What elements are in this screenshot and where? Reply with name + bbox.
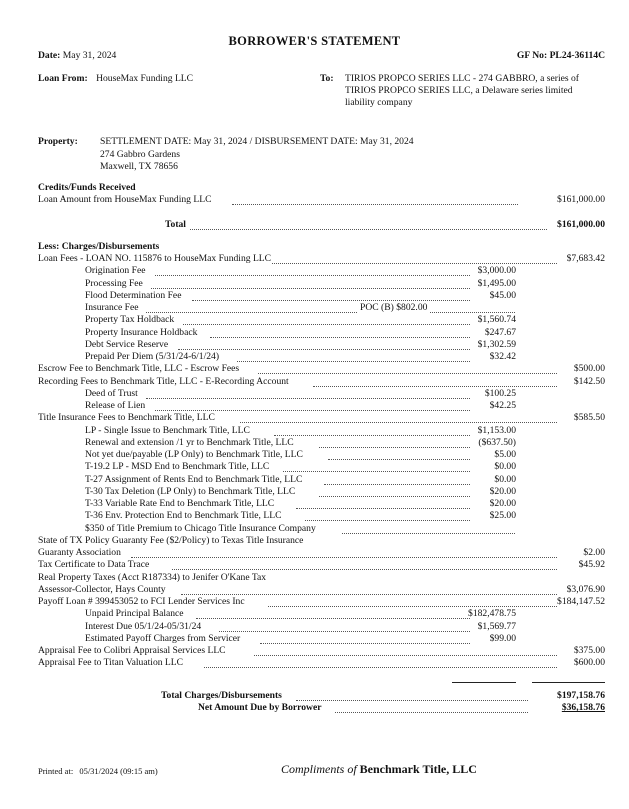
page-title: BORROWER'S STATEMENT: [228, 34, 401, 48]
charge-main-amount: $500.00: [573, 363, 605, 375]
credit-loan-label: Loan Amount from HouseMax Funding LLC: [38, 194, 212, 205]
charge-label: Deed of Trust: [85, 387, 138, 399]
credits-heading: Credits/Funds Received: [38, 182, 136, 193]
leader-dots: [342, 533, 515, 534]
sub-rule: [452, 682, 516, 683]
leader-dots: [181, 594, 557, 595]
charge-label: State of TX Policy Guaranty Fee ($2/Policy) to Texas Title Insurance: [38, 534, 304, 546]
leader-dots: [196, 618, 470, 619]
charge-sub-amount: $1,560.74: [477, 314, 516, 326]
leader-dots: [319, 447, 470, 448]
charge-label: Debt Service Reserve: [85, 338, 169, 350]
credits-total-amount: $161,000.00: [557, 219, 605, 230]
leader-dots: [240, 422, 557, 423]
charge-label: T-27 Assignment of Rents End to Benchmark Title, LLC: [85, 473, 303, 485]
main-rule: [532, 682, 605, 683]
charge-sub-amount: $0.00: [494, 473, 516, 485]
leader-dots: [305, 520, 470, 521]
leader-dots: [328, 459, 470, 460]
charge-label: Recording Fees to Benchmark Title, LLC - E-Recording Account: [38, 375, 289, 387]
leader-dots: [296, 508, 470, 509]
charge-sub-amount: $42.25: [489, 400, 516, 411]
net-due-amount: $36,158.76: [561, 702, 605, 713]
leader-dots: [190, 229, 547, 230]
charge-label: Real Property Taxes (Acct R187334) to Jenifer O'Kane Tax: [38, 571, 267, 583]
leader-dots: [274, 435, 470, 436]
leader-dots: [155, 410, 470, 411]
property-label: Property:: [38, 136, 78, 147]
charge-label: Assessor-Collector, Hays County: [38, 583, 166, 595]
printed-at: [38, 766, 158, 776]
charge-label: Flood Determination Fee: [85, 289, 182, 301]
leader-dots: [146, 312, 515, 313]
gf-value: PL24-36114C: [549, 50, 605, 61]
leader-dots: [151, 288, 470, 289]
leader-dots: [210, 337, 470, 338]
charge-main-amount: $2.00: [583, 547, 605, 558]
charge-sub-amount: $100.25: [484, 387, 516, 399]
net-due-label: Net Amount Due by Borrower: [198, 702, 322, 713]
charge-label: T-30 Tax Deletion (LP Only) to Benchmark Title, LLC: [85, 485, 296, 497]
date-line: [38, 50, 116, 61]
leader-dots: [268, 606, 558, 607]
charge-sub-amount: $1,495.00: [477, 277, 516, 289]
charge-sub-amount: $5.00: [494, 449, 516, 460]
total-charges-label: Total Charges/Disbursements: [161, 690, 282, 701]
leader-dots: [172, 569, 557, 570]
to-block: [345, 73, 579, 109]
leader-dots: [183, 324, 470, 325]
property-block: [100, 136, 414, 174]
charge-label: Tax Certificate to Data Trace: [38, 559, 150, 571]
date-label: Date:: [38, 50, 61, 61]
gf-label: GF No:: [516, 50, 548, 61]
property-address-line1: 274 Gabbro Gardens: [100, 148, 180, 160]
charge-label: T-19.2 LP - MSD End to Benchmark Title, LLC: [85, 461, 270, 473]
credit-loan-amount: $161,000.00: [557, 194, 605, 205]
loan-from: [38, 73, 193, 84]
charge-label: Payoff Loan # 399453052 to FCI Lender Services Inc: [38, 596, 245, 607]
leader-dots: [335, 712, 528, 713]
charge-label: Processing Fee: [85, 277, 143, 289]
charge-sub-amount: $1,153.00: [477, 424, 516, 436]
leader-dots: [254, 655, 557, 656]
charge-sub-amount: ($637.50): [478, 436, 516, 448]
charge-sub-amount: $99.00: [489, 632, 516, 644]
charge-label: T-36 Env. Protection End to Benchmark Title, LLC: [85, 510, 282, 522]
charge-sub-amount: $1,569.77: [477, 620, 516, 632]
printed-label: Printed at:: [38, 766, 74, 776]
charge-main-amount: $375.00: [573, 645, 605, 656]
charge-main-amount: $600.00: [573, 657, 605, 669]
leader-dots: [313, 386, 557, 387]
charge-sub-amount: $32.42: [489, 351, 516, 362]
leader-dots: [237, 361, 470, 362]
charge-sub-amount: $20.00: [489, 485, 516, 497]
charge-label: Origination Fee: [85, 265, 146, 277]
charge-label: Property Insurance Holdback: [85, 326, 198, 338]
gf-number: [517, 50, 605, 61]
leader-dots: [272, 263, 557, 264]
to-line: liability company: [345, 97, 413, 108]
charge-label: Escrow Fee to Benchmark Title, LLC - Escrow Fees: [38, 363, 240, 375]
charge-main-amount: $3,076.90: [566, 583, 605, 595]
credits-total-label: Total: [165, 219, 186, 230]
to-line: TIRIOS PROPCO SERIES LLC, a Delaware series limited: [345, 85, 573, 96]
charge-label: Renewal and extension /1 yr to Benchmark Title, LLC: [85, 436, 294, 448]
charge-main-amount: $45.92: [578, 559, 605, 571]
charge-sub-amount: $182,478.75: [468, 608, 516, 620]
charge-label: LP - Single Issue to Benchmark Title, LLC: [85, 424, 250, 436]
charge-label: Property Tax Holdback: [85, 314, 175, 326]
compliments-prefix: Compliments of: [281, 762, 357, 776]
leader-dots: [155, 275, 470, 276]
charge-label: Insurance Fee: [85, 302, 139, 313]
charge-sub-amount: $3,000.00: [477, 265, 516, 277]
compliments: [281, 762, 477, 777]
total-charges-amount: $197,158.76: [557, 690, 605, 701]
charge-sub-amount: $20.00: [489, 498, 516, 509]
leader-dots: [192, 300, 470, 301]
charge-label: Unpaid Principal Balance: [85, 608, 184, 620]
date-value: May 31, 2024: [62, 50, 117, 61]
charge-label: Loan Fees - LOAN NO. 115876 to HouseMax Funding LLC: [38, 253, 272, 264]
to-label: To:: [320, 73, 334, 84]
printed-value: 05/31/2024 (09:15 am): [79, 766, 158, 776]
charge-label: Guaranty Association: [38, 547, 121, 558]
charge-label: Not yet due/payable (LP Only) to Benchmark Title, LLC: [85, 449, 303, 460]
to-line: TIRIOS PROPCO SERIES LLC - 274 GABBRO, a series of: [345, 73, 579, 84]
leader-dots: [260, 643, 470, 644]
charge-main-amount: $585.50: [573, 412, 605, 424]
charge-label: Title Insurance Fees to Benchmark Title, LLC: [38, 412, 215, 424]
leader-dots: [258, 373, 557, 374]
leader-dots: [219, 631, 470, 632]
charge-label: T-33 Variable Rate End to Benchmark Title, LLC: [85, 498, 275, 509]
leader-dots: [204, 667, 557, 668]
charge-sub-amount: $1,302.59: [477, 338, 516, 350]
loan-from-value: HouseMax Funding LLC: [96, 73, 194, 84]
charge-label: $350 of Title Premium to Chicago Title Insurance Company: [85, 522, 316, 534]
charge-label: Estimated Payoff Charges from Servicer: [85, 632, 241, 644]
leader-dots: [178, 349, 470, 350]
charges-heading: Less: Charges/Disbursements: [38, 241, 160, 252]
leader-dots: [131, 557, 557, 558]
charge-label: Release of Lien: [85, 400, 146, 411]
charge-sub-amount: $0.00: [494, 461, 516, 473]
leader-dots: [296, 700, 528, 701]
poc-amount: POC (B) $802.00: [360, 302, 428, 313]
leader-dots: [232, 204, 518, 205]
settlement-dates: SETTLEMENT DATE: May 31, 2024 / DISBURSEMENT DATE: May 31, 2024: [100, 136, 414, 147]
charge-sub-amount: $45.00: [489, 289, 516, 301]
charge-label: Appraisal Fee to Titan Valuation LLC: [38, 657, 184, 669]
charge-main-amount: $142.50: [573, 375, 605, 387]
leader-dots: [283, 471, 470, 472]
compliments-company: Benchmark Title, LLC: [359, 762, 477, 776]
leader-dots: [146, 398, 470, 399]
leader-dots: [324, 484, 470, 485]
property-address-line2: Maxwell, TX 78656: [100, 161, 178, 172]
loan-from-label: Loan From:: [38, 73, 88, 84]
charge-sub-amount: $25.00: [489, 510, 516, 522]
charge-label: Prepaid Per Diem (5/31/24-6/1/24): [85, 351, 220, 362]
charge-label: Appraisal Fee to Colibri Appraisal Services LLC: [38, 645, 226, 656]
charge-main-amount: $184,147.52: [557, 596, 605, 607]
charge-main-amount: $7,683.42: [566, 253, 605, 264]
leader-dots: [319, 496, 470, 497]
charge-sub-amount: $247.67: [484, 326, 516, 338]
charge-label: Interest Due 05/1/24-05/31/24: [85, 620, 202, 632]
